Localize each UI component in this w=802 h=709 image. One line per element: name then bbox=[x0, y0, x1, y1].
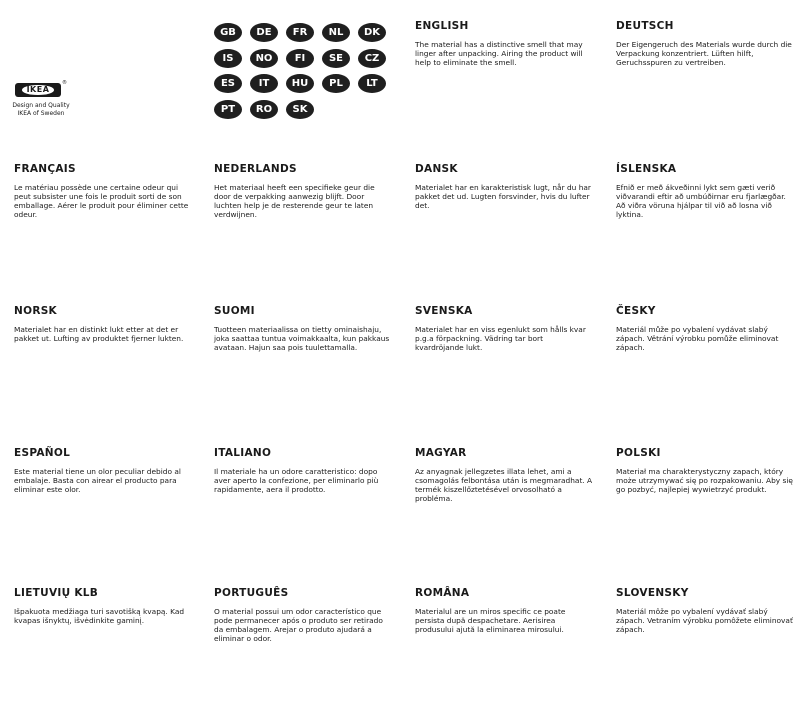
section-romana bbox=[415, 587, 593, 634]
section-title: MAGYAR bbox=[415, 447, 467, 459]
section-text: Het materiaal heeft een specifieke geur die door de verpakking aanwezig blijft. Door luchten help je de resterende geur te laten verdwijnen. bbox=[214, 183, 375, 220]
section-title: SUOMI bbox=[214, 305, 255, 317]
section-text: Der Eigengeruch des Materials wurde durch die Verpackung konzentriert. Lüften hilft, Geruchsspuren zu vertreiben. bbox=[616, 40, 792, 68]
section-magyar bbox=[415, 447, 593, 503]
section-cesky bbox=[616, 305, 794, 352]
section-title: FRANÇAIS bbox=[14, 163, 76, 175]
section-text: Materialet har en karakteristisk lugt, når du har pakket det ud. Lugten forsvinder, hvis du lufter det. bbox=[415, 183, 591, 211]
section-text: Materiał ma charakterystyczny zapach, który może utrzymywać się po rozpakowaniu. Aby się go pozbyć, najlepiej wywietrzyć produkt. bbox=[616, 467, 793, 495]
section-text: Tuotteen materiaalissa on tietty ominaishaju, joka saattaa tuntua voimakkaalta, kun pakkaus avataan. Hajun saa pois tuulettamalla. bbox=[214, 325, 390, 353]
badge-ro: RO bbox=[250, 100, 278, 119]
section-title: SVENSKA bbox=[415, 305, 473, 317]
section-text: O material possui um odor característico que pode permanecer após o produto ser retirado da embalagem. Arejar o produto ajudará a eliminar o odor. bbox=[214, 607, 383, 644]
section-dansk bbox=[415, 163, 593, 210]
section-text: Išpakuota medžiaga turi savotišką kvapą. Kad kvapas išnyktų, išvėdinkite gaminį. bbox=[14, 607, 185, 626]
logo-text: IKEA bbox=[22, 85, 55, 95]
badge-lt: LT bbox=[358, 74, 386, 93]
badge-nl: NL bbox=[322, 23, 350, 42]
tagline-line-2: IKEA of Sweden bbox=[17, 109, 65, 117]
badge-de: DE bbox=[250, 23, 278, 42]
badge-is: IS bbox=[214, 49, 242, 68]
section-text: Le matériau possède une certaine odeur qui peut subsister une fois le produit sorti de son emballage. Aérer le produit pour éliminer cette odeur. bbox=[14, 183, 189, 220]
section-text: Materialet har en viss egenlukt som hålls kvar p.g.a förpackning. Vädring tar bort kvardröjande lukt. bbox=[415, 325, 586, 353]
tagline-line-1: Design and Quality bbox=[12, 102, 70, 109]
section-title: NORSK bbox=[14, 305, 57, 317]
section-francais bbox=[14, 163, 192, 219]
section-lietuviu bbox=[14, 587, 192, 625]
ikea-logo bbox=[11, 80, 71, 117]
badge-hu: HU bbox=[286, 74, 314, 93]
section-title: ČESKY bbox=[616, 305, 656, 317]
section-text: Materiál může po vybalení vydávat slabý zápach. Větrání výrobku pomůže eliminovat zápach. bbox=[616, 325, 779, 353]
badge-pt: PT bbox=[214, 100, 242, 119]
section-title: ESPAÑOL bbox=[14, 447, 71, 459]
section-title: LIETUVIŲ KLB bbox=[14, 587, 99, 599]
badge-sk: SK bbox=[286, 100, 314, 119]
section-title: NEDERLANDS bbox=[214, 163, 297, 175]
badge-fr: FR bbox=[286, 23, 314, 42]
section-text: Este material tiene un olor peculiar debido al embalaje. Basta con airear el producto para eliminar este olor. bbox=[14, 467, 181, 495]
section-title: POLSKI bbox=[616, 447, 661, 459]
section-nederlands bbox=[214, 163, 392, 219]
badge-es: ES bbox=[214, 74, 242, 93]
badge-gb: GB bbox=[214, 23, 242, 42]
badge-dk: DK bbox=[358, 23, 386, 42]
section-title: ÍSLENSKA bbox=[616, 163, 677, 175]
section-text: Materialul are un miros specific ce poate persista după despachetare. Aerisirea produsului ajută la eliminarea mirosului. bbox=[415, 607, 566, 635]
section-slovensky bbox=[616, 587, 794, 634]
section-title: SLOVENSKY bbox=[616, 587, 689, 599]
section-polski bbox=[616, 447, 794, 494]
section-english bbox=[415, 20, 593, 67]
section-suomi bbox=[214, 305, 392, 352]
section-title: ROMÂNA bbox=[415, 587, 470, 599]
section-text: Materialet har en distinkt lukt etter at det er pakket ut. Lufting av produktet fjerner lukten. bbox=[14, 325, 184, 344]
section-title: DANSK bbox=[415, 163, 458, 175]
section-portugues bbox=[214, 587, 392, 643]
section-svenska bbox=[415, 305, 593, 352]
badge-fi: FI bbox=[286, 49, 314, 68]
section-islenska bbox=[616, 163, 794, 219]
section-italiano bbox=[214, 447, 392, 494]
section-deutsch bbox=[616, 20, 794, 67]
section-text: Efnið er með ákveðinni lykt sem gæti verið viðvarandi eftir að umbúðirnar eru fjarlægðar. Að viðra vöruna hjálpar til við að losna við lyktina. bbox=[616, 183, 786, 220]
section-text: Materiál môže po vybalení vydávať slabý zápach. Vetraním výrobku pomôžete eliminovať zápach. bbox=[616, 607, 793, 635]
section-title: ITALIANO bbox=[214, 447, 272, 459]
section-text: Il materiale ha un odore caratteristico: dopo aver aperto la confezione, per eliminarlo più rapidamente, aera il prodotto. bbox=[214, 467, 379, 495]
section-espanol bbox=[14, 447, 192, 494]
section-title: ENGLISH bbox=[415, 20, 469, 32]
section-text: The material has a distinctive smell that may linger after unpacking. Airing the product will help to eliminate the smell. bbox=[415, 40, 583, 68]
badge-pl: PL bbox=[322, 74, 350, 93]
badge-no: NO bbox=[250, 49, 278, 68]
section-title: DEUTSCH bbox=[616, 20, 674, 32]
section-norsk bbox=[14, 305, 192, 343]
ikea-logo-mark bbox=[15, 80, 67, 97]
section-text: Az anyagnak jellegzetes illata lehet, ami a csomagolás felbontása után is megmaradhat. A termék kiszellőztetésével orvosolható a probléma. bbox=[415, 467, 593, 504]
badge-it: IT bbox=[250, 74, 278, 93]
section-title: PORTUGUÊS bbox=[214, 587, 289, 599]
badge-se: SE bbox=[322, 49, 350, 68]
registered-mark: ® bbox=[62, 80, 67, 86]
badge-cz: CZ bbox=[358, 49, 386, 68]
